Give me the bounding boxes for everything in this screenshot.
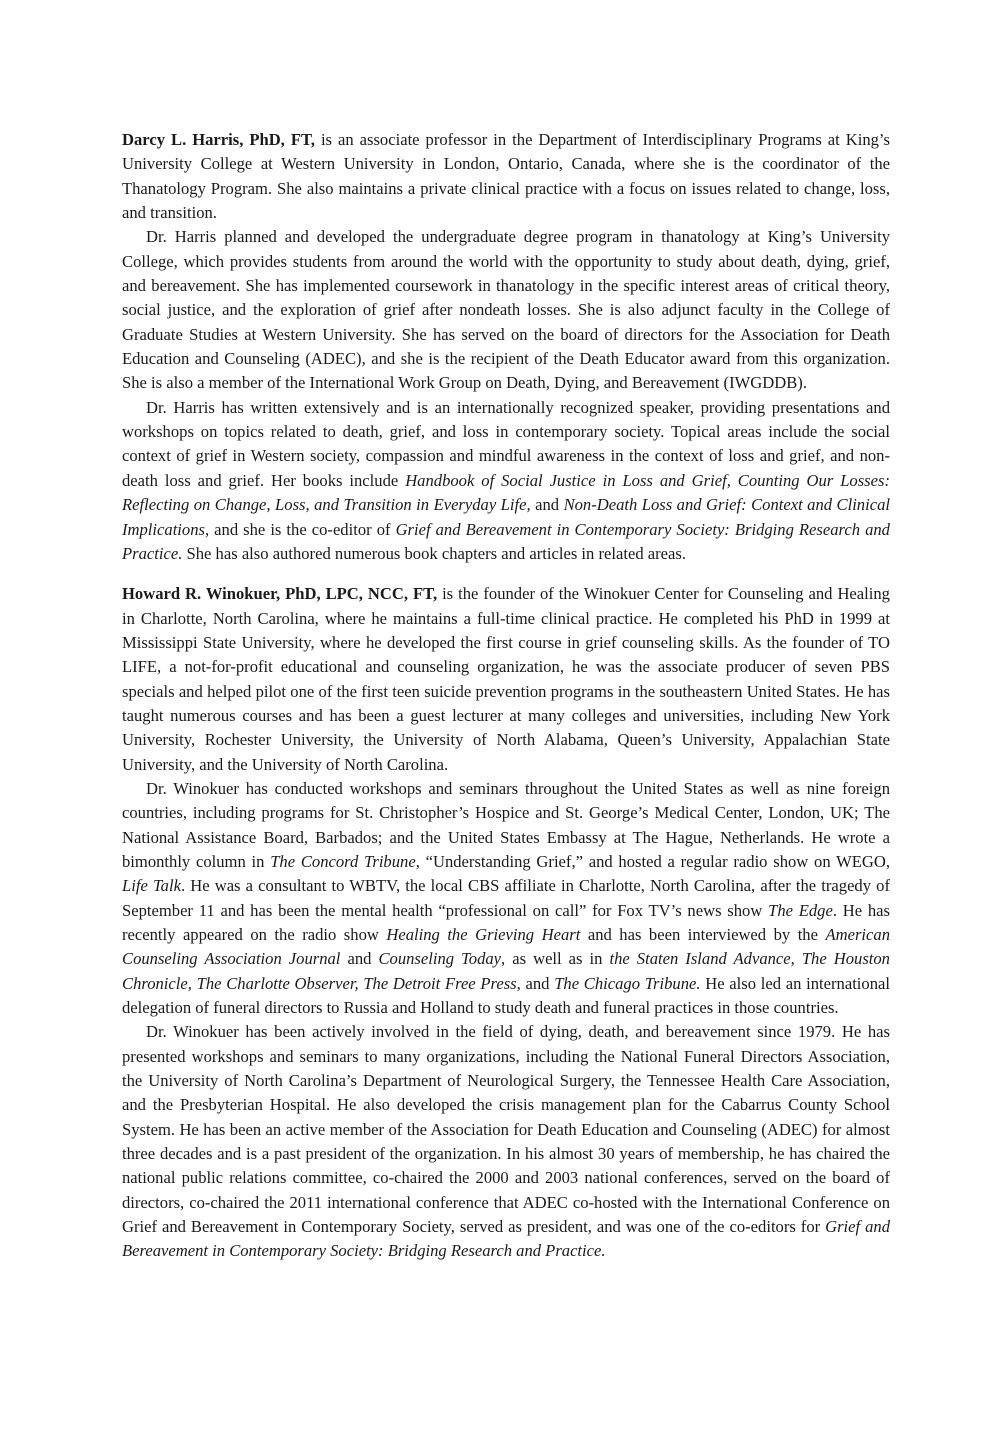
bio-paragraph: Howard R. Winokuer, PhD, LPC, NCC, FT, is the founder of the Winokuer Center for Counseling and Healing in Charlotte, North Carolina, where he maintains a full-time clinical practice. He completed his PhD in 1999 at Mississippi State University, where he developed the first course in grief counseling skills. As the founder of TO LIFE, a not-for-profit educational and counseling organization, he was the associate producer of seven PBS specials and helped pilot one of the first teen suicide prevention programs in the southeastern United States. He has taught numerous courses and has been a guest lecturer at many colleges and universities, including New York University, Rochester University, the University of North Alabama, Queen’s University, Appalachian State University, and the University of North Carolina. (122, 584, 890, 774)
bio-darcy-harris (122, 128, 890, 566)
title-italic: Handbook of Social Justice in Loss and Grief, Counting Our Losses: Reflecting on Change, Loss, and Transition in Everyday Life, (122, 470, 890, 515)
title-italic: the Staten Island Advance, The Houston Chronicle, The Charlotte Observer, The Detroit Free Press, (122, 949, 890, 993)
person-name: Howard R. Winokuer, PhD, LPC, NCC, FT, (122, 584, 438, 604)
bio-paragraph: Dr. Winokuer has conducted workshops and seminars throughout the United States as well as nine foreign countries, including programs for St. Christopher’s Hospice and St. George’s Medical Center, London, UK; The National Assistance Board, Barbados; and the United States Embassy at The Hague, Netherlands. He wrote a bimonthly column in The Concord Tribune, “Understanding Grief,” and hosted a regular radio show on WEGO, Life Talk. He was a consultant to WBTV, the local CBS affiliate in Charlotte, North Carolina, after the tragedy of September 11 and has been the mental health “professional on call” for Fox TV’s news show The Edge. He has recently appeared on the radio show Healing the Grieving Heart and has been interviewed by the American Counseling Association Journal and Counseling Today, as well as in the Staten Island Advance, The Houston Chronicle, The Charlotte Observer, The Detroit Free Press, and The Chicago Tribune. He also led an international delegation of funeral directors to Russia and Holland to study death and funeral practices in those countries. (122, 778, 890, 1018)
bio-paragraph: Darcy L. Harris, PhD, FT, is an associate professor in the Department of Interdisciplinary Programs at King’s University College at Western University in London, Ontario, Canada, where she is the coordinator of the Thanatology Program. She also maintains a private clinical practice with a focus on issues related to change, loss, and transition. (122, 130, 891, 223)
title-italic: Grief and Bereavement in Contemporary Society: Bridging Research and Practice. (122, 1217, 890, 1261)
title-italic: Non-Death Loss and Grief: Context and Clinical Implications, (122, 495, 890, 539)
bio-howard-winokuer (122, 582, 890, 1264)
title-italic: The Chicago Tribune. (554, 973, 701, 993)
bio-paragraph: Dr. Winokuer has been actively involved in the field of dying, death, and bereavement since 1979. He has presented workshops and seminars to many organizations, including the National Funeral Directors Association, the University of North Carolina’s Department of Neurological Surgery, the Tennessee Health Care Association, and the Presbyterian Hospital. He also developed the crisis management plan for the Cabarrus County School System. He has been an active member of the Association for Death Education and Counseling (ADEC) for almost three decades and is a past president of the organization. In his almost 30 years of membership, he has chaired the national public relations committee, co-chaired the 2000 and 2003 national conferences, served on the board of directors, co-chaired the 2011 international conference that ADEC co-hosted with the International Conference on Grief and Bereavement in Contemporary Society, served as president, and was one of the co-editors for Grief and Bereavement in Contemporary Society: Bridging Research and Practice. (122, 1022, 890, 1261)
page-body (122, 128, 890, 1280)
bio-paragraph: Dr. Harris has written extensively and is an internationally recognized speaker, providing presentations and workshops on topics related to death, grief, and loss in contemporary society. Topical areas include the social context of grief in Western society, compassion and mindful awareness in the context of loss and grief, and non-death loss and grief. Her books include Handbook of Social Justice in Loss and Grief, Counting Our Losses: Reflecting on Change, Loss, and Transition in Everyday Life, and Non-Death Loss and Grief: Context and Clinical Implications, and she is the co-editor of Grief and Bereavement in Contemporary Society: Bridging Research and Practice. She has also authored numerous book chapters and articles in related areas. (122, 397, 890, 563)
bio-paragraph: Dr. Harris planned and developed the undergraduate degree program in thanatology at King’s University College, which provides students from around the world with the opportunity to study about death, dying, grief, and bereavement. She has implemented coursework in thanatology in the specific interest areas of critical theory, social justice, and the exploration of grief after nondeath losses. She is also adjunct faculty in the College of Graduate Studies at Western University. She has served on the board of directors for the Association for Death Education and Counseling (ADEC), and she is the recipient of the Death Educator award from this organization. She is also a member of the International Work Group on Death, Dying, and Bereavement (IWGDDB). (122, 227, 890, 393)
title-italic: The Edge (768, 900, 833, 920)
title-italic: The Concord Tribune (270, 851, 416, 871)
title-italic: Grief and Bereavement in Contemporary Society: Bridging Research and Practice. (122, 519, 890, 563)
person-name: Darcy L. Harris, PhD, FT, (122, 130, 315, 149)
title-italic: Counseling Today (378, 949, 502, 969)
title-italic: American Counseling Association Journal (122, 925, 890, 969)
title-italic: Life Talk (122, 876, 181, 896)
title-italic: Healing the Grieving Heart (386, 925, 581, 944)
